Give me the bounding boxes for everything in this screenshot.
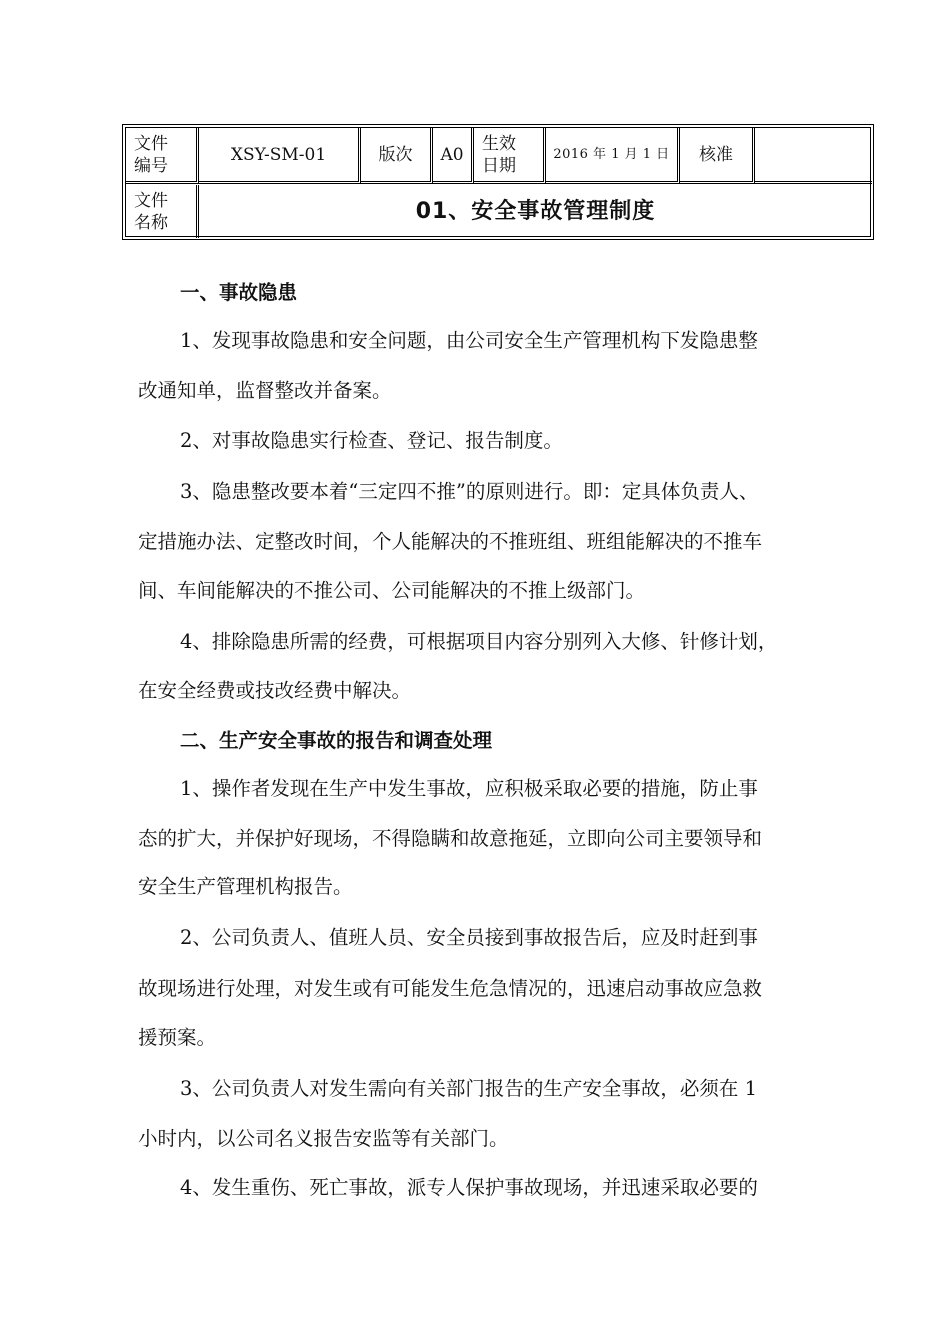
paragraph-line: 1、操作者发现在生产中发生事故，应积极采取必要的措施，防止事 (180, 777, 758, 800)
paragraph-line: 改通知单，监督整改并备案。 (138, 379, 392, 402)
paragraph-line: 小时内，以公司名义报告安监等有关部门。 (138, 1127, 509, 1150)
version-label: 版次 (361, 128, 433, 184)
paragraph-line: 3、隐患整改要本着“三定四不推”的原则进行。即：定具体负责人、 (180, 480, 759, 503)
doc-title: 01、安全事故管理制度 (415, 198, 656, 224)
doc-number-value: XSY-SM-01 (199, 128, 361, 184)
doc-number-label: 文件 编号 (126, 128, 199, 184)
document-header-table (122, 124, 874, 240)
paragraph-line: 1、发现事故隐患和安全问题，由公司安全生产管理机构下发隐患整 (180, 329, 758, 352)
document-header-inner (125, 127, 871, 237)
paragraph-line: 在安全经费或技改经费中解决。 (138, 679, 412, 702)
paragraph-line: 间、车间能解决的不推公司、公司能解决的不推上级部门。 (138, 579, 646, 602)
paragraph-line: 态的扩大，并保护好现场，不得隐瞒和故意拖延，立即向公司主要领导和 (138, 827, 763, 850)
section-2-heading: 二、生产安全事故的报告和调查处理 (180, 729, 493, 752)
version-value: A0 (433, 128, 474, 184)
approve-label: 核准 (680, 128, 755, 184)
paragraph-line: 安全生产管理机构报告。 (138, 875, 353, 898)
paragraph-line: 4、排除隐患所需的经费，可根据项目内容分别列入大修、针修计划， (180, 630, 778, 653)
effective-date-value: 2016 年 1 月 1 日 (546, 128, 680, 184)
section-1-heading: 一、事故隐患 (180, 281, 298, 304)
paragraph-line: 2、公司负责人、值班人员、安全员接到事故报告后，应及时赶到事 (180, 926, 758, 949)
paragraph-line: 3、公司负责人对发生需向有关部门报告的生产安全事故，必须在 1 (180, 1077, 758, 1100)
paragraph-line: 4、发生重伤、死亡事故，派专人保护事故现场，并迅速采取必要的 (180, 1176, 758, 1199)
doc-name-label: 文件 名称 (126, 185, 199, 238)
paragraph-line: 2、对事故隐患实行检查、登记、报告制度。 (180, 429, 563, 452)
effective-date-label: 生效 日期 (474, 128, 546, 184)
paragraph-line: 定措施办法、定整改时间，个人能解决的不推班组、班组能解决的不推车 (138, 530, 763, 553)
paragraph-line: 故现场进行处理，对发生或有可能发生危急情况的，迅速启动事故应急救 (138, 977, 763, 1000)
approve-value (755, 128, 872, 184)
paragraph-line: 援预案。 (138, 1026, 217, 1049)
